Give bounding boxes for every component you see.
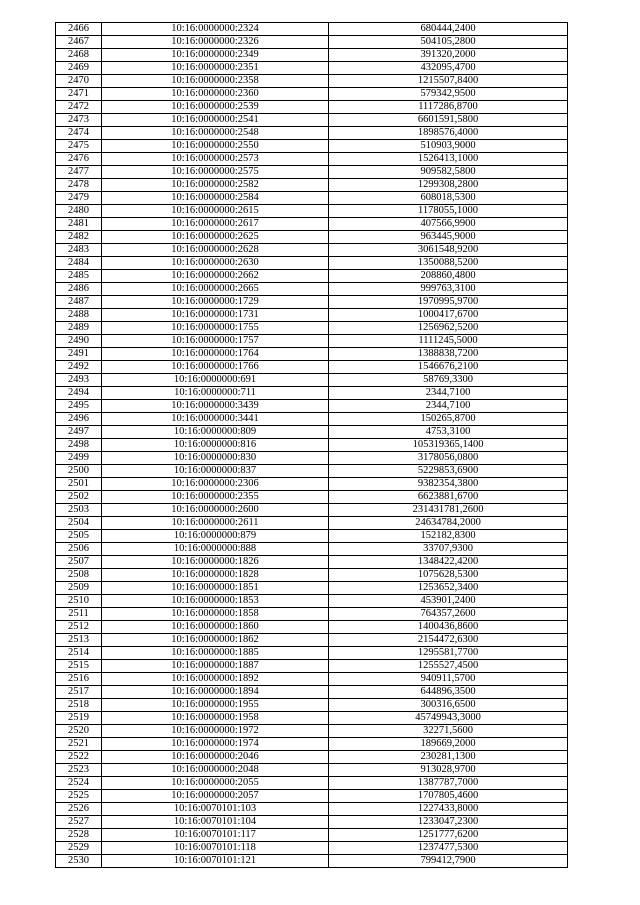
cadastral-number-cell: 10:16:0000000:2349 — [102, 49, 329, 62]
table-row — [56, 634, 568, 647]
row-number-cell: 2479 — [56, 192, 102, 205]
table-row — [56, 621, 568, 634]
cadastral-value-cell: 2344,7100 — [329, 387, 568, 400]
cadastral-number-cell: 10:16:0000000:2057 — [102, 790, 329, 803]
cadastral-value-cell: 6623881,6700 — [329, 491, 568, 504]
row-number-cell: 2488 — [56, 309, 102, 322]
cadastral-value-cell: 764357,2600 — [329, 608, 568, 621]
row-number-cell: 2527 — [56, 816, 102, 829]
cadastral-number-cell: 10:16:0000000:2611 — [102, 517, 329, 530]
cadastral-value-cell: 1387787,7000 — [329, 777, 568, 790]
table-row — [56, 244, 568, 257]
cadastral-value-cell: 1546676,2100 — [329, 361, 568, 374]
row-number-cell: 2491 — [56, 348, 102, 361]
table-row — [56, 101, 568, 114]
cadastral-number-cell: 10:16:0000000:888 — [102, 543, 329, 556]
cadastral-number-cell: 10:16:0000000:2600 — [102, 504, 329, 517]
cadastral-value-cell: 189669,2000 — [329, 738, 568, 751]
table-row — [56, 491, 568, 504]
table-row — [56, 803, 568, 816]
table-row — [56, 36, 568, 49]
cadastral-number-cell: 10:16:0070101:103 — [102, 803, 329, 816]
table-row — [56, 517, 568, 530]
row-number-cell: 2514 — [56, 647, 102, 660]
row-number-cell: 2489 — [56, 322, 102, 335]
cadastral-number-cell: 10:16:0000000:1851 — [102, 582, 329, 595]
cadastral-number-cell: 10:16:0000000:879 — [102, 530, 329, 543]
cadastral-number-cell: 10:16:0000000:3439 — [102, 400, 329, 413]
cadastral-value-cell: 1117286,8700 — [329, 101, 568, 114]
row-number-cell: 2493 — [56, 374, 102, 387]
cadastral-number-cell: 10:16:0000000:1862 — [102, 634, 329, 647]
table-row — [56, 127, 568, 140]
table-row — [56, 465, 568, 478]
cadastral-value-cell: 2154472,6300 — [329, 634, 568, 647]
cadastral-value-cell: 33707,9300 — [329, 543, 568, 556]
cadastral-number-cell: 10:16:0000000:2355 — [102, 491, 329, 504]
table-row — [56, 530, 568, 543]
cadastral-number-cell: 10:16:0000000:809 — [102, 426, 329, 439]
row-number-cell: 2529 — [56, 842, 102, 855]
table-row — [56, 439, 568, 452]
cadastral-number-cell: 10:16:0000000:1853 — [102, 595, 329, 608]
table-row — [56, 751, 568, 764]
table-row — [56, 816, 568, 829]
row-number-cell: 2515 — [56, 660, 102, 673]
row-number-cell: 2490 — [56, 335, 102, 348]
row-number-cell: 2494 — [56, 387, 102, 400]
cadastral-number-cell: 10:16:0000000:2046 — [102, 751, 329, 764]
cadastral-number-cell: 10:16:0000000:2055 — [102, 777, 329, 790]
cadastral-value-cell: 1526413,1000 — [329, 153, 568, 166]
row-number-cell: 2470 — [56, 75, 102, 88]
cadastral-number-cell: 10:16:0000000:1826 — [102, 556, 329, 569]
cadastral-value-cell: 45749943,3000 — [329, 712, 568, 725]
table-row — [56, 257, 568, 270]
cadastral-value-cell: 1350088,5200 — [329, 257, 568, 270]
row-number-cell: 2505 — [56, 530, 102, 543]
cadastral-number-cell: 10:16:0000000:2665 — [102, 283, 329, 296]
row-number-cell: 2482 — [56, 231, 102, 244]
cadastral-number-cell: 10:16:0070101:118 — [102, 842, 329, 855]
cadastral-value-cell: 1253652,3400 — [329, 582, 568, 595]
table-row — [56, 361, 568, 374]
row-number-cell: 2497 — [56, 426, 102, 439]
cadastral-number-cell: 10:16:0000000:2662 — [102, 270, 329, 283]
table-row — [56, 842, 568, 855]
cadastral-value-cell: 1075628,5300 — [329, 569, 568, 582]
cadastral-number-cell: 10:16:0000000:2625 — [102, 231, 329, 244]
cadastral-number-cell: 10:16:0070101:104 — [102, 816, 329, 829]
row-number-cell: 2495 — [56, 400, 102, 413]
cadastral-number-cell: 10:16:0000000:2575 — [102, 166, 329, 179]
row-number-cell: 2510 — [56, 595, 102, 608]
cadastral-value-cell: 1215507,8400 — [329, 75, 568, 88]
cadastral-number-cell: 10:16:0000000:2550 — [102, 140, 329, 153]
cadastral-number-cell: 10:16:0000000:1729 — [102, 296, 329, 309]
row-number-cell: 2477 — [56, 166, 102, 179]
cadastral-value-cell: 1251777,6200 — [329, 829, 568, 842]
cadastral-number-cell: 10:16:0000000:1974 — [102, 738, 329, 751]
table-row — [56, 296, 568, 309]
row-number-cell: 2481 — [56, 218, 102, 231]
cadastral-value-cell: 1255527,4500 — [329, 660, 568, 673]
row-number-cell: 2496 — [56, 413, 102, 426]
table-row — [56, 23, 568, 36]
row-number-cell: 2516 — [56, 673, 102, 686]
cadastral-value-cell: 1256962,5200 — [329, 322, 568, 335]
cadastral-number-cell: 10:16:0000000:1757 — [102, 335, 329, 348]
table-row — [56, 75, 568, 88]
table-row — [56, 686, 568, 699]
table-row — [56, 647, 568, 660]
cadastral-value-cell: 1400436,8600 — [329, 621, 568, 634]
cadastral-value-cell: 579342,9500 — [329, 88, 568, 101]
cadastral-value-table — [55, 22, 568, 868]
row-number-cell: 2500 — [56, 465, 102, 478]
cadastral-number-cell: 10:16:0000000:2324 — [102, 23, 329, 36]
cadastral-value-cell: 644896,3500 — [329, 686, 568, 699]
table-body — [56, 23, 568, 868]
cadastral-value-cell: 9382354,3800 — [329, 478, 568, 491]
table-row — [56, 374, 568, 387]
table-row — [56, 504, 568, 517]
row-number-cell: 2525 — [56, 790, 102, 803]
cadastral-value-cell: 391320,2000 — [329, 49, 568, 62]
cadastral-number-cell: 10:16:0000000:1972 — [102, 725, 329, 738]
table-row — [56, 140, 568, 153]
row-number-cell: 2483 — [56, 244, 102, 257]
row-number-cell: 2501 — [56, 478, 102, 491]
cadastral-number-cell: 10:16:0000000:2628 — [102, 244, 329, 257]
table-row — [56, 62, 568, 75]
cadastral-value-cell: 32271,5600 — [329, 725, 568, 738]
cadastral-value-cell: 407566,9900 — [329, 218, 568, 231]
cadastral-value-cell: 105319365,1400 — [329, 439, 568, 452]
cadastral-value-cell: 3061548,9200 — [329, 244, 568, 257]
row-number-cell: 2521 — [56, 738, 102, 751]
table-row — [56, 309, 568, 322]
table-row — [56, 166, 568, 179]
row-number-cell: 2502 — [56, 491, 102, 504]
cadastral-value-cell: 999763,3100 — [329, 283, 568, 296]
row-number-cell: 2498 — [56, 439, 102, 452]
cadastral-value-cell: 1388838,7200 — [329, 348, 568, 361]
row-number-cell: 2512 — [56, 621, 102, 634]
row-number-cell: 2476 — [56, 153, 102, 166]
cadastral-number-cell: 10:16:0000000:816 — [102, 439, 329, 452]
cadastral-value-cell: 1178055,1000 — [329, 205, 568, 218]
cadastral-number-cell: 10:16:0000000:3441 — [102, 413, 329, 426]
table-row — [56, 270, 568, 283]
row-number-cell: 2523 — [56, 764, 102, 777]
row-number-cell: 2478 — [56, 179, 102, 192]
row-number-cell: 2509 — [56, 582, 102, 595]
cadastral-value-cell: 510903,9000 — [329, 140, 568, 153]
row-number-cell: 2518 — [56, 699, 102, 712]
cadastral-number-cell: 10:16:0000000:2617 — [102, 218, 329, 231]
cadastral-number-cell: 10:16:0000000:1955 — [102, 699, 329, 712]
table-row — [56, 725, 568, 738]
cadastral-number-cell: 10:16:0000000:2358 — [102, 75, 329, 88]
row-number-cell: 2472 — [56, 101, 102, 114]
cadastral-value-cell: 913028,9700 — [329, 764, 568, 777]
cadastral-number-cell: 10:16:0000000:2615 — [102, 205, 329, 218]
row-number-cell: 2474 — [56, 127, 102, 140]
cadastral-value-cell: 6601591,5800 — [329, 114, 568, 127]
table-row — [56, 738, 568, 751]
table-row — [56, 452, 568, 465]
cadastral-value-cell: 608018,5300 — [329, 192, 568, 205]
row-number-cell: 2519 — [56, 712, 102, 725]
cadastral-number-cell: 10:16:0000000:1860 — [102, 621, 329, 634]
cadastral-value-cell: 799412,7900 — [329, 855, 568, 868]
cadastral-value-cell: 1000417,6700 — [329, 309, 568, 322]
cadastral-number-cell: 10:16:0000000:711 — [102, 387, 329, 400]
table-row — [56, 387, 568, 400]
row-number-cell: 2506 — [56, 543, 102, 556]
cadastral-number-cell: 10:16:0000000:2630 — [102, 257, 329, 270]
table-row — [56, 764, 568, 777]
row-number-cell: 2526 — [56, 803, 102, 816]
row-number-cell: 2473 — [56, 114, 102, 127]
cadastral-value-cell: 1111245,5000 — [329, 335, 568, 348]
table-row — [56, 582, 568, 595]
row-number-cell: 2486 — [56, 283, 102, 296]
row-number-cell: 2524 — [56, 777, 102, 790]
cadastral-number-cell: 10:16:0000000:1887 — [102, 660, 329, 673]
row-number-cell: 2475 — [56, 140, 102, 153]
table-row — [56, 777, 568, 790]
cadastral-value-cell: 2344,7100 — [329, 400, 568, 413]
table-row — [56, 673, 568, 686]
cadastral-number-cell: 10:16:0000000:2306 — [102, 478, 329, 491]
cadastral-value-cell: 58769,3300 — [329, 374, 568, 387]
row-number-cell: 2485 — [56, 270, 102, 283]
cadastral-value-cell: 24634784,2000 — [329, 517, 568, 530]
cadastral-value-cell: 150265,8700 — [329, 413, 568, 426]
cadastral-value-cell: 432095,4700 — [329, 62, 568, 75]
cadastral-value-cell: 1348422,4200 — [329, 556, 568, 569]
table-row — [56, 660, 568, 673]
cadastral-value-cell: 152182,8300 — [329, 530, 568, 543]
cadastral-value-cell: 5229853,6900 — [329, 465, 568, 478]
table-row — [56, 231, 568, 244]
cadastral-number-cell: 10:16:0000000:2582 — [102, 179, 329, 192]
table-row — [56, 556, 568, 569]
table-row — [56, 829, 568, 842]
cadastral-number-cell: 10:16:0000000:2360 — [102, 88, 329, 101]
cadastral-number-cell: 10:16:0000000:1755 — [102, 322, 329, 335]
cadastral-value-cell: 4753,3100 — [329, 426, 568, 439]
cadastral-value-cell: 1237477,5300 — [329, 842, 568, 855]
cadastral-value-cell: 680444,2400 — [329, 23, 568, 36]
table-row — [56, 569, 568, 582]
cadastral-value-cell: 940911,5700 — [329, 673, 568, 686]
table-row — [56, 348, 568, 361]
table-row — [56, 855, 568, 868]
table-row — [56, 283, 568, 296]
table-row — [56, 153, 568, 166]
cadastral-number-cell: 10:16:0000000:2548 — [102, 127, 329, 140]
cadastral-number-cell: 10:16:0000000:691 — [102, 374, 329, 387]
cadastral-number-cell: 10:16:0000000:830 — [102, 452, 329, 465]
cadastral-value-cell: 300316,6500 — [329, 699, 568, 712]
row-number-cell: 2517 — [56, 686, 102, 699]
cadastral-value-cell: 963445,9000 — [329, 231, 568, 244]
table-row — [56, 790, 568, 803]
cadastral-value-cell: 1227433,8000 — [329, 803, 568, 816]
table-row — [56, 49, 568, 62]
row-number-cell: 2469 — [56, 62, 102, 75]
table-row — [56, 608, 568, 621]
row-number-cell: 2467 — [56, 36, 102, 49]
row-number-cell: 2520 — [56, 725, 102, 738]
table-row — [56, 218, 568, 231]
row-number-cell: 2503 — [56, 504, 102, 517]
row-number-cell: 2468 — [56, 49, 102, 62]
cadastral-number-cell: 10:16:0070101:121 — [102, 855, 329, 868]
table-row — [56, 478, 568, 491]
row-number-cell: 2504 — [56, 517, 102, 530]
row-number-cell: 2466 — [56, 23, 102, 36]
cadastral-value-cell: 909582,5800 — [329, 166, 568, 179]
row-number-cell: 2471 — [56, 88, 102, 101]
table-row — [56, 205, 568, 218]
table-row — [56, 179, 568, 192]
cadastral-value-cell: 3178056,0800 — [329, 452, 568, 465]
row-number-cell: 2487 — [56, 296, 102, 309]
cadastral-number-cell: 10:16:0000000:2048 — [102, 764, 329, 777]
cadastral-number-cell: 10:16:0000000:1958 — [102, 712, 329, 725]
cadastral-value-cell: 1707805,4600 — [329, 790, 568, 803]
table-row — [56, 712, 568, 725]
cadastral-value-cell: 504105,2800 — [329, 36, 568, 49]
table-row — [56, 192, 568, 205]
cadastral-number-cell: 10:16:0070101:117 — [102, 829, 329, 842]
row-number-cell: 2513 — [56, 634, 102, 647]
cadastral-number-cell: 10:16:0000000:1731 — [102, 309, 329, 322]
cadastral-number-cell: 10:16:0000000:1885 — [102, 647, 329, 660]
row-number-cell: 2511 — [56, 608, 102, 621]
table-row — [56, 699, 568, 712]
cadastral-value-cell: 231431781,2600 — [329, 504, 568, 517]
table-row — [56, 595, 568, 608]
cadastral-number-cell: 10:16:0000000:1894 — [102, 686, 329, 699]
cadastral-value-cell: 1295581,7700 — [329, 647, 568, 660]
cadastral-value-cell: 1299308,2800 — [329, 179, 568, 192]
cadastral-number-cell: 10:16:0000000:2573 — [102, 153, 329, 166]
row-number-cell: 2522 — [56, 751, 102, 764]
table-row — [56, 114, 568, 127]
row-number-cell: 2530 — [56, 855, 102, 868]
table-row — [56, 543, 568, 556]
cadastral-value-cell: 453901,2400 — [329, 595, 568, 608]
cadastral-number-cell: 10:16:0000000:1892 — [102, 673, 329, 686]
cadastral-value-cell: 230281,1300 — [329, 751, 568, 764]
cadastral-number-cell: 10:16:0000000:2351 — [102, 62, 329, 75]
row-number-cell: 2492 — [56, 361, 102, 374]
cadastral-number-cell: 10:16:0000000:837 — [102, 465, 329, 478]
cadastral-number-cell: 10:16:0000000:1764 — [102, 348, 329, 361]
cadastral-value-cell: 1970995,9700 — [329, 296, 568, 309]
cadastral-number-cell: 10:16:0000000:1828 — [102, 569, 329, 582]
row-number-cell: 2507 — [56, 556, 102, 569]
cadastral-value-cell: 208860,4800 — [329, 270, 568, 283]
cadastral-number-cell: 10:16:0000000:2539 — [102, 101, 329, 114]
table-row — [56, 426, 568, 439]
row-number-cell: 2484 — [56, 257, 102, 270]
table-row — [56, 400, 568, 413]
row-number-cell: 2480 — [56, 205, 102, 218]
cadastral-number-cell: 10:16:0000000:2326 — [102, 36, 329, 49]
row-number-cell: 2508 — [56, 569, 102, 582]
table-row — [56, 335, 568, 348]
cadastral-value-cell: 1233047,2300 — [329, 816, 568, 829]
table-row — [56, 413, 568, 426]
row-number-cell: 2499 — [56, 452, 102, 465]
cadastral-number-cell: 10:16:0000000:1858 — [102, 608, 329, 621]
row-number-cell: 2528 — [56, 829, 102, 842]
table-row — [56, 322, 568, 335]
cadastral-number-cell: 10:16:0000000:2584 — [102, 192, 329, 205]
cadastral-value-cell: 1898576,4000 — [329, 127, 568, 140]
cadastral-number-cell: 10:16:0000000:1766 — [102, 361, 329, 374]
table-row — [56, 88, 568, 101]
cadastral-number-cell: 10:16:0000000:2541 — [102, 114, 329, 127]
